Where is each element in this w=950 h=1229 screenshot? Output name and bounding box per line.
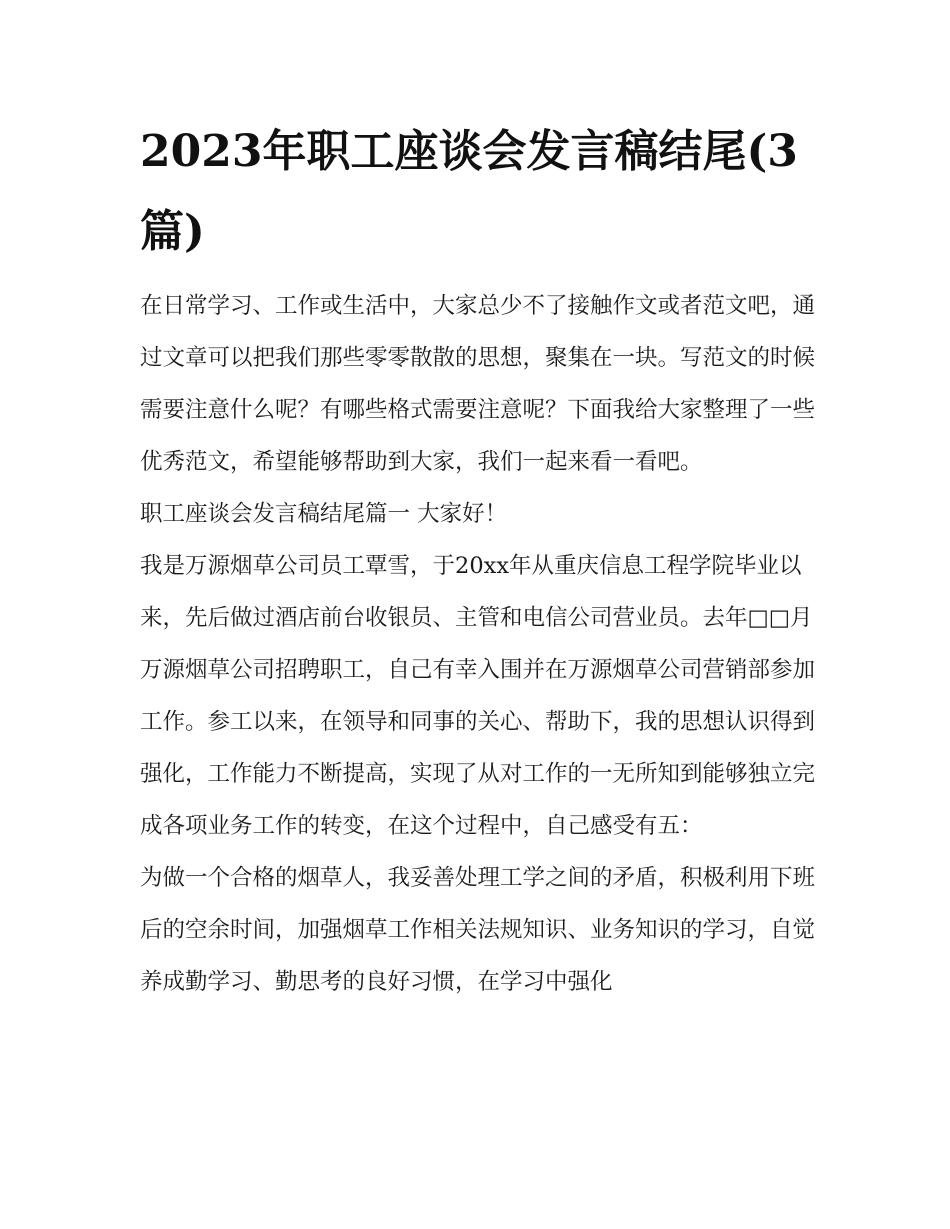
intro-paragraph: 在日常学习、工作或生活中，大家总少不了接触作文或者范文吧，通过文章可以把我们那些零零散散的思想，聚集在一块。写范文的时候需要注意什么呢？有哪些格式需要注意呢？下面我给大家整理了一些优秀范文，希望能够帮助到大家，我们一起来看一看吧。	[140, 293, 816, 475]
self-introduction-paragraph: 我是万源烟草公司员工覃雪，于20xx年从重庆信息工程学院毕业以来，先后做过酒店前台收银员、主管和电信公司营业员。去年□□月万源烟草公司招聘职工，自己有幸入围并在万源烟草公司营销部参加工作。参工以来，在领导和同事的关心、帮助下，我的思想认识得到强化，工作能力不断提高，实现了从对工作的一无所知到能够独立完成各项业务工作的转变，在这个过程中，自己感受有五：	[140, 553, 816, 839]
document-body	[140, 280, 820, 1008]
document-title: 2023年职工座谈会发言稿结尾(3篇)	[140, 126, 798, 257]
study-paragraph: 为做一个合格的烟草人，我妥善处理工学之间的矛盾，积极利用下班后的空余时间，加强烟草工作相关法规知识、业务知识的学习，自觉养成勤学习、勤思考的良好习惯，在学习中强化	[140, 865, 816, 995]
section-heading-paragraph: 职工座谈会发言稿结尾篇一 大家好！	[140, 501, 508, 527]
